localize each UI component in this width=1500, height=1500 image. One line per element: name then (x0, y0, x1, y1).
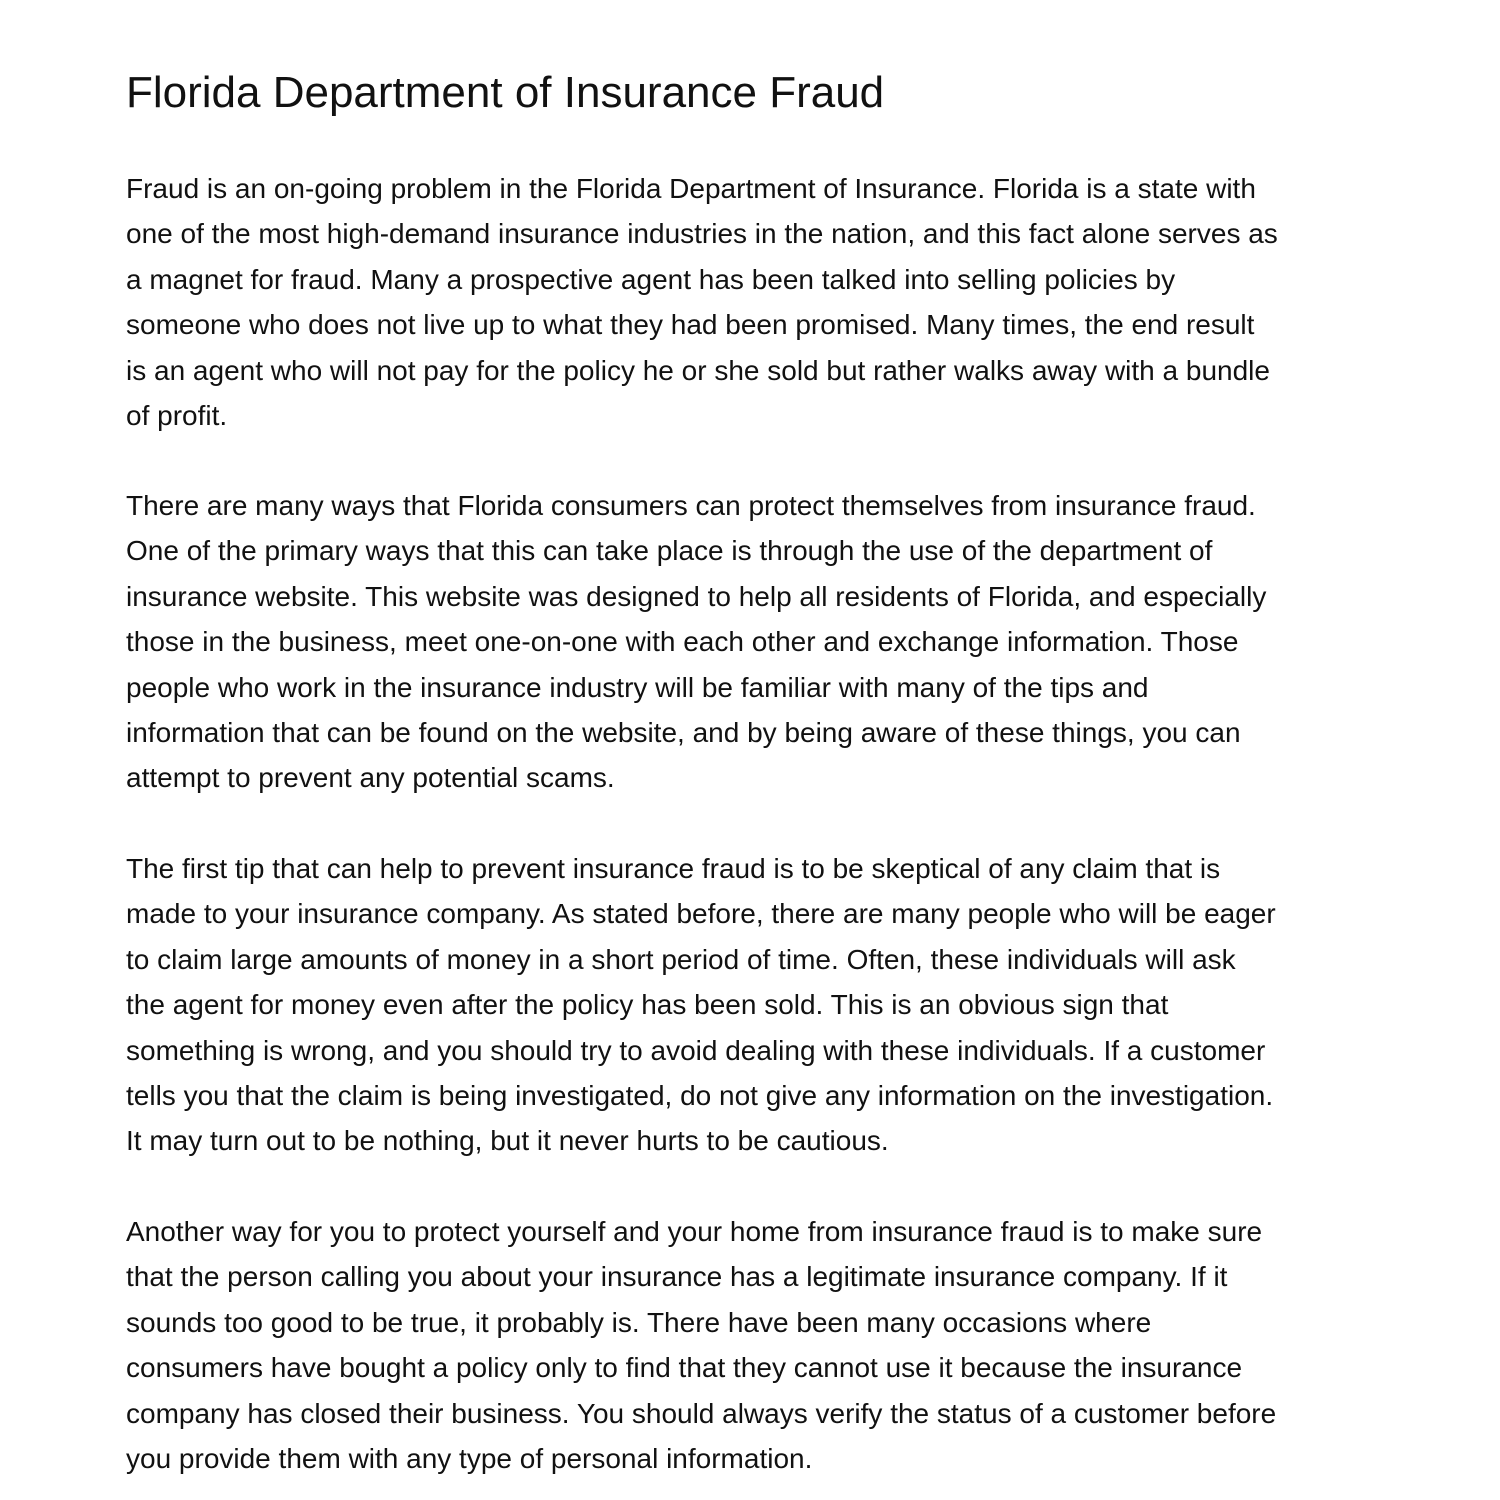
paragraph-2 (126, 483, 1386, 801)
paragraph-line: to claim large amounts of money in a short period of time. Often, these individuals will ask (126, 943, 1236, 975)
paragraph-1 (126, 166, 1386, 438)
paragraph-line: you provide them with any type of personal information. (126, 1443, 813, 1475)
paragraph-line: The first tip that can help to prevent insurance fraud is to be skeptical of any claim that is (126, 853, 1221, 884)
paragraph-line: information that can be found on the website, and by being aware of these things, you can (126, 717, 1241, 749)
paragraph-line: is an agent who will not pay for the policy he or she sold but rather walks away with a bundle (126, 354, 1270, 386)
paragraph-line: attempt to prevent any potential scams. (126, 762, 615, 794)
paragraph-line: sounds too good to be true, it probably is. There have been many occasions where (126, 1306, 1152, 1338)
paragraph-line: the agent for money even after the policy has been sold. This is an obvious sign that (126, 989, 1169, 1021)
paragraph-line: of profit. (126, 400, 228, 432)
paragraph-line: tells you that the claim is being investigated, do not give any information on the investigation. (126, 1080, 1274, 1112)
paragraph-line: Fraud is an on-going problem in the Florida Department of Insurance. Florida is a state with (126, 173, 1256, 204)
paragraph-line: company has closed their business. You should always verify the status of a customer before (126, 1397, 1277, 1429)
paragraph-line: a magnet for fraud. Many a prospective agent has been talked into selling policies by (126, 263, 1176, 295)
paragraph-line: One of the primary ways that this can take place is through the use of the department of (126, 535, 1213, 567)
document-title: Florida Department of Insurance Fraud (126, 68, 885, 117)
paragraph-line: It may turn out to be nothing, but it never hurts to be cautious. (126, 1125, 889, 1157)
paragraph-line: insurance website. This website was designed to help all residents of Florida, and especially (126, 580, 1267, 612)
paragraph-line: something is wrong, and you should try to avoid dealing with these individuals. If a customer (126, 1034, 1266, 1066)
paragraph-3 (126, 846, 1386, 1164)
paragraph-line: one of the most high-demand insurance industries in the nation, and this fact alone serves as (126, 218, 1278, 250)
paragraph-line: someone who does not live up to what they had been promised. Many times, the end result (126, 309, 1255, 341)
paragraph-line: consumers have bought a policy only to find that they cannot use it because the insurance (126, 1352, 1243, 1384)
paragraph-line: those in the business, meet one-on-one with each other and exchange information. Those (126, 626, 1239, 658)
paragraph-line: people who work in the insurance industry will be familiar with many of the tips and (126, 671, 1149, 703)
paragraph-line: Another way for you to protect yourself and your home from insurance fraud is to make sure (126, 1216, 1263, 1247)
paragraph-4 (126, 1209, 1386, 1481)
paragraph-line: that the person calling you about your insurance has a legitimate insurance company. If it (126, 1261, 1228, 1293)
paragraph-line: made to your insurance company. As stated before, there are many people who will be eager (126, 898, 1276, 930)
paragraph-line: There are many ways that Florida consumers can protect themselves from insurance fraud. (126, 490, 1256, 521)
